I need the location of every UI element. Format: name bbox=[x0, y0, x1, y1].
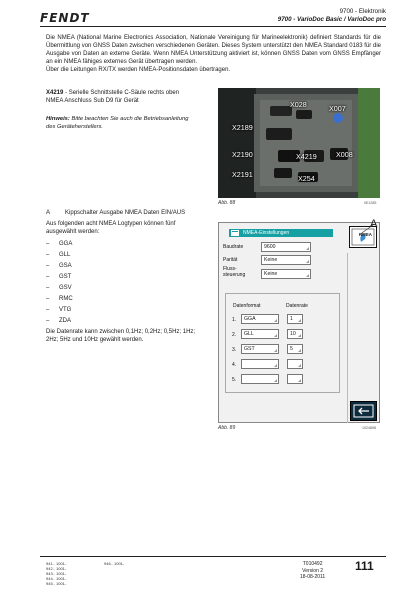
format-select[interactable]: GST bbox=[241, 344, 279, 354]
document-number: T010492 bbox=[302, 561, 323, 567]
intro-paragraph-2: Über die Leitungen RX/TX werden NMEA-Positionsdaten übertragen. bbox=[46, 66, 231, 73]
photo-label: X2190 bbox=[232, 150, 253, 159]
connector-code: X4219 bbox=[46, 90, 64, 96]
logtype-list bbox=[46, 239, 196, 328]
list-item: – ZDA bbox=[46, 318, 71, 325]
back-button[interactable] bbox=[350, 401, 377, 421]
rate-select[interactable]: 5 bbox=[287, 344, 303, 354]
fendt-logo: FENDT bbox=[40, 11, 90, 25]
flow-control-label: Fluss- steuerung bbox=[223, 266, 246, 278]
rate-select[interactable]: 1 bbox=[287, 314, 303, 324]
list-item: – GGA bbox=[46, 240, 73, 247]
format-select[interactable]: GLL bbox=[241, 329, 279, 339]
baudrate-label: Baudrate bbox=[223, 244, 244, 250]
serial-range: 945.. 1001- bbox=[46, 581, 67, 586]
nmea-button-label: NMEA bbox=[359, 232, 372, 237]
format-select[interactable]: GGA bbox=[241, 314, 279, 324]
page-header bbox=[278, 8, 386, 24]
document-info bbox=[300, 561, 325, 581]
photo-label: X2191 bbox=[232, 170, 253, 179]
photo-label: X2189 bbox=[232, 123, 253, 132]
header-rule bbox=[40, 26, 386, 27]
intro-paragraph: Die NMEA (National Marine Electronics Association, Nationale Vereinigung für Marineelektronik) definiert Standards für die Übermittlung von GNSS Daten zwischen verschiedenen Geräten. Dieses System unterstützt den NMEA Standard 0183 für die Ausgabe von Daten an externe Geräte. Wenn NMEA Unterstützung aktiviert ist, können GNSS Daten vom GNSS Empfänger an ein NMEA fähiges externes Gerät übertragen werden. bbox=[46, 35, 381, 65]
parity-label: Parität bbox=[223, 257, 238, 263]
switch-text: Kippschalter Ausgabe NMEA Daten EIN/AUS bbox=[65, 210, 186, 216]
figure-reference: 0E1285 bbox=[364, 201, 377, 205]
list-item: – GLL bbox=[46, 251, 71, 258]
photo-label: X007 bbox=[329, 104, 346, 113]
header-section: 9700 - Elektronik bbox=[339, 8, 386, 15]
figure-reference: 1024898 bbox=[362, 426, 376, 430]
list-item: – GSV bbox=[46, 284, 72, 291]
figure-caption: Abb. 88 bbox=[218, 200, 236, 206]
settings-icon bbox=[231, 230, 239, 236]
datarate-text: Die Datenrate kann zwischen 0,1Hz; 0,2Hz; 0,5Hz; 1Hz; 2Hz; 5Hz und 10Hz gewählt werden. bbox=[46, 329, 196, 344]
list-item: – VTG bbox=[46, 307, 72, 314]
switch-letter: A bbox=[46, 210, 50, 216]
rate-select[interactable] bbox=[287, 359, 303, 369]
serial-range: 946.. 1001- bbox=[104, 561, 125, 566]
back-arrow-icon bbox=[351, 402, 376, 420]
footer-rule bbox=[40, 556, 386, 557]
serial-range: 941.. 1001- bbox=[46, 561, 67, 566]
intro-text bbox=[46, 35, 381, 75]
nmea-settings-screen bbox=[218, 218, 380, 423]
connector-photo bbox=[218, 88, 380, 198]
list-item: – RMC bbox=[46, 296, 73, 303]
col-header-rate: Datenrate bbox=[286, 303, 308, 309]
footer-serials bbox=[46, 561, 66, 586]
document-date: 18-08-2011 bbox=[300, 574, 326, 581]
row-number: 5. bbox=[232, 377, 237, 383]
row-number: 4. bbox=[232, 362, 237, 368]
row-number: 1. bbox=[232, 317, 237, 323]
document-version: Version 2 bbox=[302, 567, 324, 574]
header-model: 9700 - VarioDoc Basic / VarioDoc pro bbox=[277, 16, 386, 23]
serial-range: 943.. 1001- bbox=[46, 571, 67, 576]
hint-text: Bitte beachten Sie auch die Betriebsanleitung des Geräteherstellers. bbox=[46, 116, 189, 130]
list-item: – GST bbox=[46, 273, 72, 280]
flow-control-select[interactable]: Keine bbox=[261, 269, 311, 279]
photo-label: X028 bbox=[290, 100, 307, 109]
rate-select[interactable]: 10 bbox=[287, 329, 303, 339]
format-select[interactable] bbox=[241, 359, 279, 369]
parity-select[interactable]: Keine bbox=[261, 255, 311, 265]
row-number: 2. bbox=[232, 332, 237, 338]
logtype-intro: Aus folgenden acht NMEA Logtypen können fünf ausgewählt werden: bbox=[46, 221, 176, 235]
page-number: 111 bbox=[355, 559, 374, 573]
serial-range: 944.. 1001- bbox=[46, 576, 67, 581]
hint-note bbox=[46, 116, 196, 131]
rate-select[interactable] bbox=[287, 374, 303, 384]
connector-description bbox=[46, 90, 196, 106]
logtype-section bbox=[46, 221, 196, 345]
format-select[interactable] bbox=[241, 374, 279, 384]
list-item: – GSA bbox=[46, 262, 72, 269]
figure-caption: Abb. 89 bbox=[218, 425, 236, 431]
hint-label: Hinweis: bbox=[46, 116, 70, 122]
screen-title: NMEA-Einstellungen bbox=[229, 229, 333, 237]
serial-range: 942.. 1001- bbox=[46, 566, 67, 571]
connector-text: - Serielle Schnittstelle C-Säule rechts oben NMEA Anschluss Sub D9 für Gerät bbox=[46, 90, 180, 104]
col-header-format: Datenformat bbox=[233, 303, 261, 309]
softkey-column bbox=[347, 253, 380, 423]
baudrate-select[interactable]: 9600 bbox=[261, 242, 311, 252]
photo-label: X254 bbox=[298, 174, 315, 183]
photo-label: X008 bbox=[336, 150, 353, 159]
switch-description bbox=[46, 210, 185, 216]
row-number: 3. bbox=[232, 347, 237, 353]
photo-label: X4219 bbox=[296, 152, 317, 161]
callout-letter: A bbox=[370, 218, 378, 230]
